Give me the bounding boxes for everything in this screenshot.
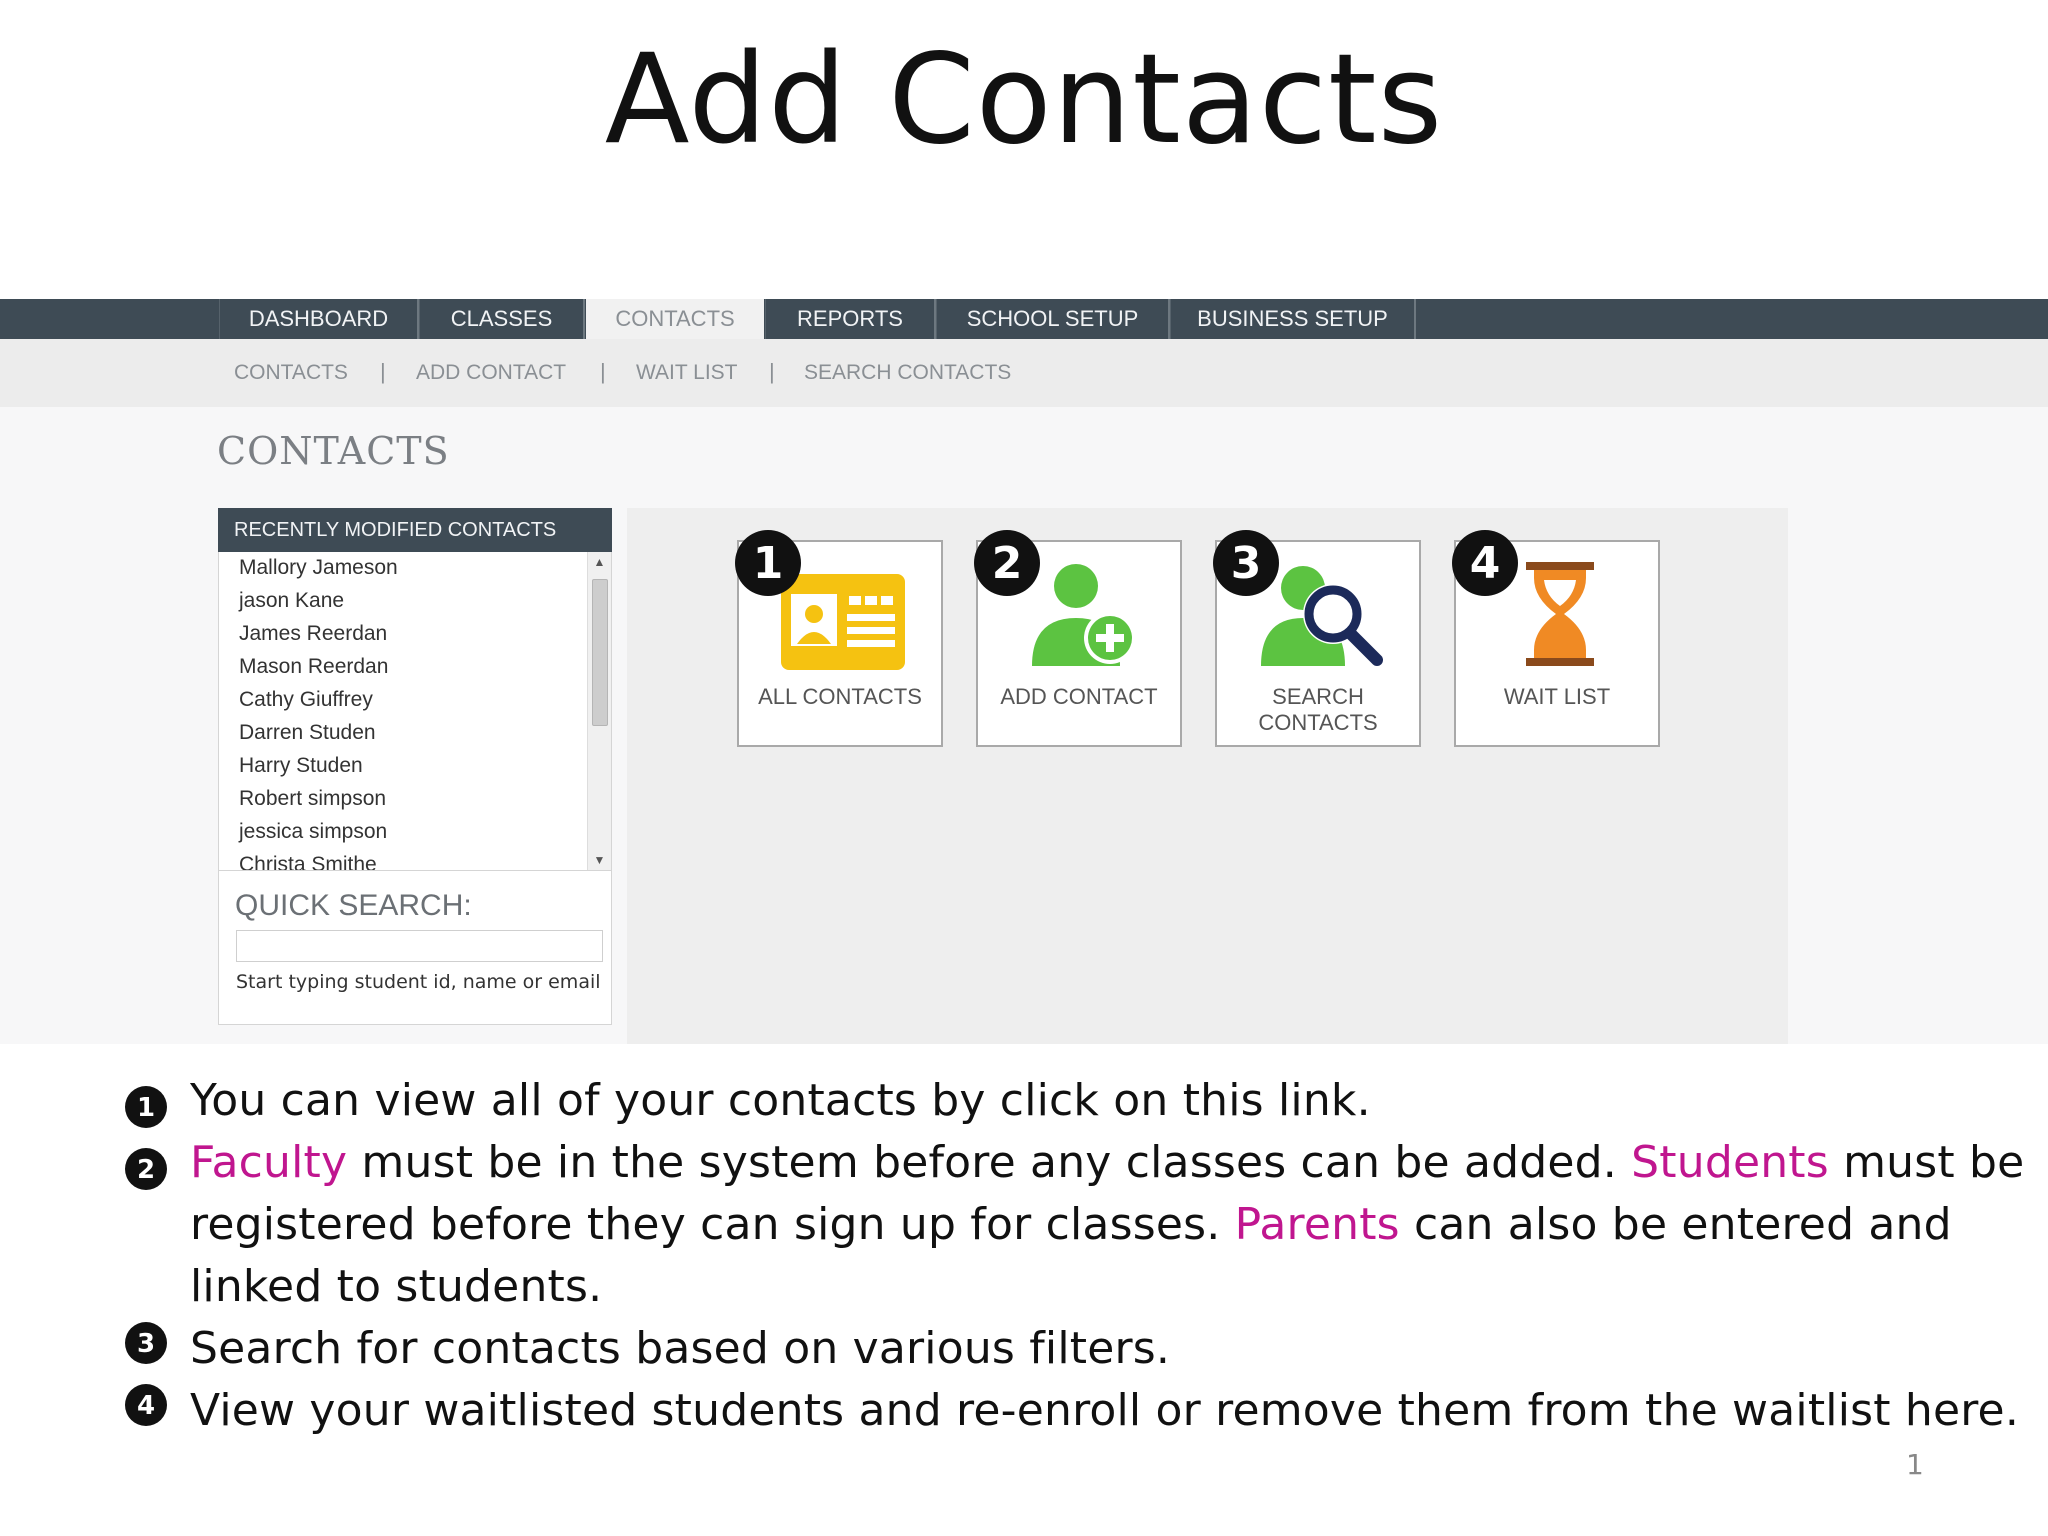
list-item[interactable]: Darren Studen	[239, 721, 376, 744]
scroll-up-arrow-icon[interactable]: ▲	[593, 555, 606, 569]
number-badge-4	[1450, 528, 1520, 598]
note-text: must be in the system before any classes can be added.	[347, 1137, 1632, 1188]
quick-search-label: QUICK SEARCH:	[235, 889, 472, 922]
page-title: CONTACTS	[217, 429, 450, 473]
page-number: 1	[1906, 1448, 1924, 1481]
tile-label	[978, 684, 1180, 710]
recent-contacts-header: RECENTLY MODIFIED CONTACTS	[218, 508, 612, 552]
badge-number: 2	[991, 538, 1023, 589]
tile-label-line: SEARCH	[1272, 684, 1364, 709]
tile-label-line: WAIT LIST	[1503, 684, 1611, 709]
subnav-separator: |	[600, 359, 606, 384]
divider	[219, 870, 611, 871]
bullet-number-4	[124, 1383, 168, 1427]
bullet-number: 3	[136, 1329, 156, 1359]
app-screenshot	[0, 299, 2048, 1044]
list-item[interactable]: Cathy Giuffrey	[239, 688, 373, 711]
tile-label-line: ALL CONTACTS	[758, 684, 922, 709]
note-3: Search for contacts based on various filters.	[190, 1323, 1171, 1374]
quick-search-hint: Start typing student id, name or email	[236, 971, 601, 993]
note-2-line-3: linked to students.	[190, 1261, 603, 1312]
tab-school-setup[interactable]: SCHOOL SETUP	[936, 299, 1170, 339]
note-1: You can view all of your contacts by click on this link.	[190, 1075, 1371, 1126]
number-badge-3	[1211, 528, 1281, 598]
tile-label-line: CONTACTS	[1258, 710, 1378, 735]
list-scrollbar[interactable]	[587, 552, 611, 870]
bullet-number: 4	[136, 1391, 156, 1421]
list-item[interactable]: jessica simpson	[239, 820, 388, 843]
note-4: View your waitlisted students and re-enroll or remove them from the waitlist here.	[190, 1385, 2020, 1436]
sub-nav	[0, 339, 2048, 407]
add-contact-tile[interactable]	[976, 540, 1182, 747]
search-contacts-tile[interactable]	[1215, 540, 1421, 747]
slide-title: Add Contacts	[604, 28, 1444, 172]
note-2-line-1	[190, 1137, 2024, 1188]
note-text: must be	[1828, 1137, 2025, 1188]
highlight-faculty: Faculty	[190, 1137, 348, 1188]
list-item[interactable]: Robert simpson	[239, 787, 387, 810]
tile-label	[1456, 684, 1658, 710]
tab-classes[interactable]: CLASSES	[419, 299, 585, 339]
tab-contacts[interactable]: CONTACTS	[586, 299, 764, 341]
recent-contacts-list[interactable]	[219, 552, 587, 870]
tile-label	[1217, 684, 1419, 736]
highlight-students: Students	[1631, 1137, 1829, 1188]
bullet-number: 1	[136, 1093, 156, 1123]
tab-business-setup[interactable]: BUSINESS SETUP	[1170, 299, 1416, 339]
bullet-number-2	[124, 1147, 168, 1191]
badge-number: 4	[1469, 538, 1501, 589]
note-text: can also be entered and	[1399, 1199, 1952, 1250]
top-nav	[0, 299, 2048, 339]
recent-contacts-panel	[218, 508, 612, 1025]
subnav-separator: |	[769, 359, 775, 384]
subnav-contacts[interactable]: CONTACTS	[234, 361, 348, 384]
list-item[interactable]: Harry Studen	[239, 754, 363, 777]
highlight-parents: Parents	[1234, 1199, 1400, 1250]
tab-reports[interactable]: REPORTS	[765, 299, 936, 339]
bullet-number-3	[124, 1321, 168, 1365]
subnav-wait-list[interactable]: WAIT LIST	[636, 361, 738, 384]
tile-label-line: ADD CONTACT	[1000, 684, 1158, 709]
tile-area	[627, 508, 1788, 1044]
scroll-down-arrow-icon[interactable]: ▼	[593, 853, 606, 867]
badge-number: 3	[1230, 538, 1262, 589]
badge-number: 1	[752, 538, 784, 589]
list-item[interactable]: jason Kane	[239, 589, 345, 612]
scroll-thumb[interactable]	[592, 579, 608, 726]
bullet-number: 2	[136, 1155, 156, 1185]
list-item[interactable]: Christa Smithe	[239, 853, 377, 870]
wait-list-tile[interactable]	[1454, 540, 1660, 747]
quick-search-input[interactable]	[236, 930, 603, 962]
subnav-add-contact[interactable]: ADD CONTACT	[416, 361, 567, 384]
note-text: registered before they can sign up for classes.	[190, 1199, 1235, 1250]
subnav-search-contacts[interactable]: SEARCH CONTACTS	[804, 361, 1012, 384]
tile-label	[739, 684, 941, 710]
list-item[interactable]: Mason Reerdan	[239, 655, 389, 678]
bullet-number-1	[124, 1085, 168, 1129]
note-2-line-2	[190, 1199, 1952, 1250]
all-contacts-tile[interactable]	[737, 540, 943, 747]
number-badge-2	[972, 528, 1042, 598]
number-badge-1	[733, 528, 803, 598]
list-item[interactable]: Mallory Jameson	[239, 556, 398, 579]
subnav-separator: |	[380, 359, 386, 384]
tab-dashboard[interactable]: DASHBOARD	[219, 299, 419, 339]
list-item[interactable]: James Reerdan	[239, 622, 388, 645]
